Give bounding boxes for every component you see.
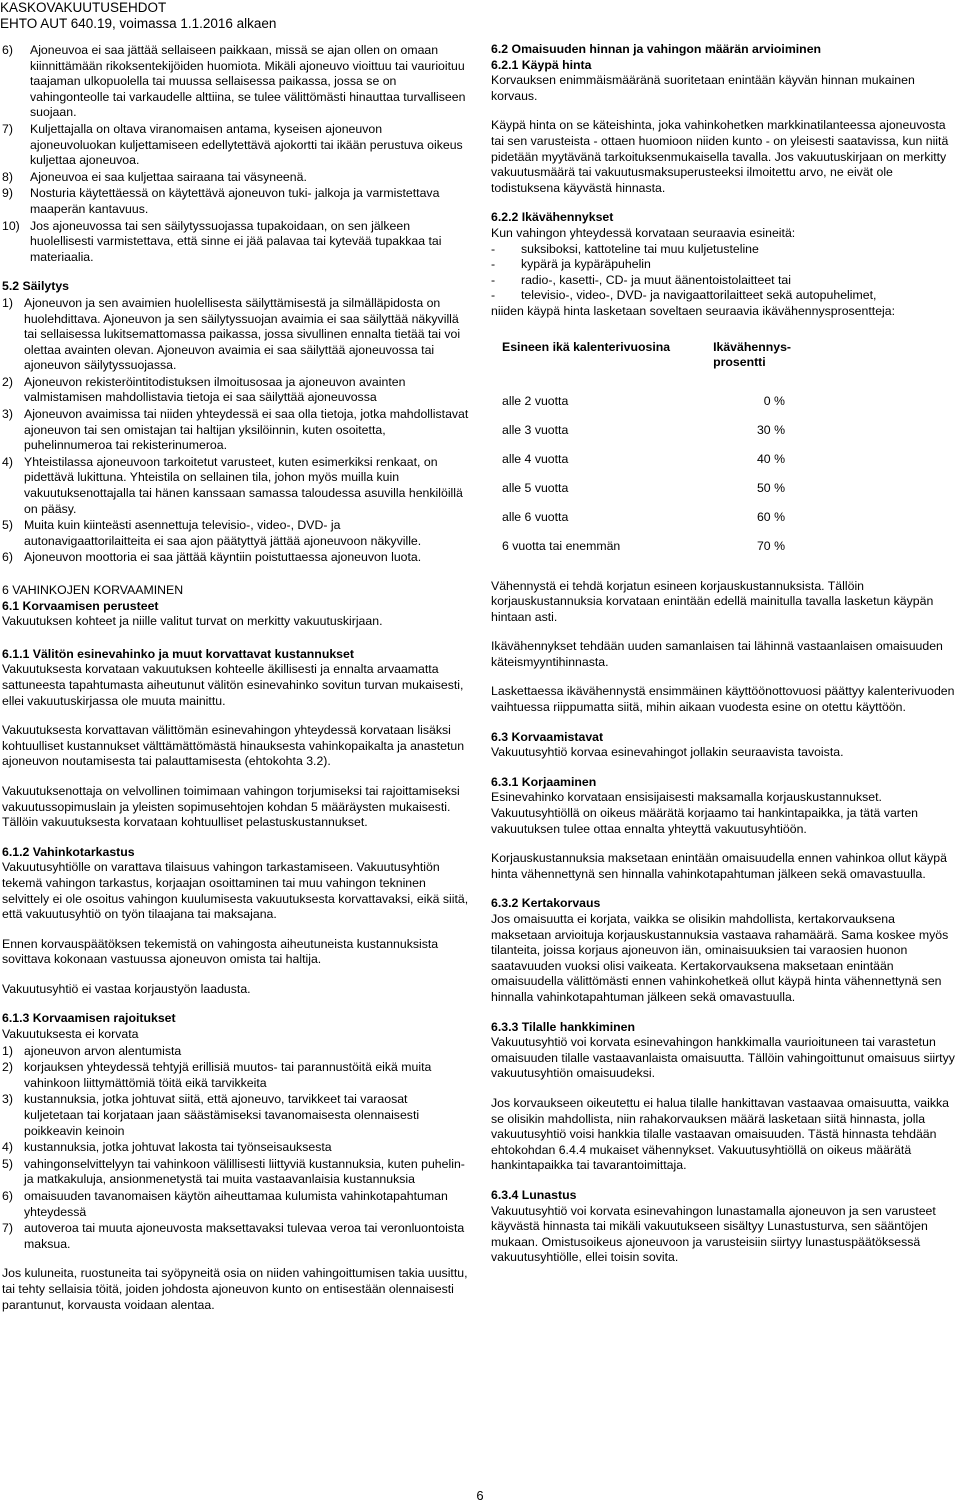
paragraph: Ikävähennykset tehdään uuden samanlaisen tai lähinnä vastaanlaisen omaisuuden käteismyyntihinnasta. xyxy=(491,639,943,669)
paragraph: Ennen korvauspäätöksen tekemistä on vahingosta aiheutuneista kustannuksista sovittava kokonaan vastuussa ajoneuvon omista tai haltija. xyxy=(2,936,439,967)
rules-list-a xyxy=(2,43,470,265)
item-number: 6) xyxy=(2,1189,13,1203)
paragraph: Vakuutuksesta ei korvata xyxy=(2,1027,139,1042)
item-number: 4) xyxy=(2,454,13,469)
table-row xyxy=(501,533,791,562)
list-item xyxy=(2,170,470,186)
list-item xyxy=(2,1221,470,1252)
item-text: televisio-, video-, DVD- ja navigaattorilaitteet sekä autopuhelimet, xyxy=(521,288,877,303)
item-text: Ajoneuvon ja sen avaimien huolellisesta säilyttämisestä ja silmälläpidosta on huolehdittava. Ajoneuvon ja sen säilytyssuojan avaimia ei saa säilyttää näkyvillä tai sellaisessa lukitsemattomassa paikassa, jossa sivullinen ennalta tietää tai voi olettaa avainten olevan. Ajoneuvon avaimia ei saa säilyttää ajoneuvossa tai ajoneuvon säilytyssuojassa. xyxy=(24,295,461,373)
paragraph: Kun vahingon yhteydessä korvataan seuraavia esineitä: xyxy=(491,225,796,240)
paragraph: Jos kuluneita, ruostuneita tai syöpyneitä osia on niiden vahingoittumisen takia uusittu, tai tehty sellaisia töitä, joiden johdosta ajoneuvon kunto on entisestään olennaisesti parantunut, korvausta voidaan alentaa. xyxy=(2,1266,468,1312)
right-column xyxy=(491,42,957,1266)
paragraph: Vähennystä ei tehdä korjatun esineen korjauskustannuksista. Tällöin korjauskustannuksia korvataan enintään edellä mainitulla tavalla lasketun käypän hintaan asti. xyxy=(491,578,934,624)
item-text: vahingonselvittelyyn tai vahinkoon välillisesti liittyviä kustannuksia, kuten puhelin- ja matkakuluja, ansionmenetystä tai muita vastaavanlaisia kustannuksia xyxy=(24,1156,465,1187)
section-heading-6-3-4: 6.3.4 Lunastus xyxy=(491,1187,577,1202)
item-number: 3) xyxy=(2,407,13,422)
cell-age: alle 5 vuotta xyxy=(502,481,569,496)
table-row xyxy=(501,504,791,533)
item-number: 2) xyxy=(2,1060,13,1075)
item-number: 4) xyxy=(2,1140,13,1155)
item-number: 3) xyxy=(2,1092,13,1107)
paragraph: niiden käypä hinta lasketaan soveltaen seuraavia ikävähennysprosentteja: xyxy=(491,303,896,318)
list-item xyxy=(2,43,470,121)
list-item xyxy=(2,296,470,374)
table-row xyxy=(501,475,791,504)
item-number: 1) xyxy=(2,1043,13,1058)
dash-marker: - xyxy=(491,257,496,272)
cell-percent: 70 % xyxy=(756,539,785,554)
paragraph: Laskettaessa ikävähennystä ensimmäinen käyttöönottovuosi päättyy kalenterivuoden vaihtuessa riippumatta siitä, mihin aikaan vuodesta esine on otettu käyttöön. xyxy=(491,684,955,715)
paragraph: Vakuutuksen kohteet ja niille valitut turvat on merkitty vakuutuskirjaan. xyxy=(2,614,383,629)
depreciation-table xyxy=(501,336,791,562)
item-number: 2) xyxy=(2,374,13,389)
item-text: kustannuksia, jotka johtuvat lakosta tai työnseisauksesta xyxy=(24,1140,332,1155)
item-number: 8) xyxy=(2,169,13,184)
list-item xyxy=(2,1140,470,1156)
column-header-age: Esineen ikä kalenterivuosina xyxy=(502,339,671,354)
item-text: suksiboksi, kattoteline tai muu kuljetusteline xyxy=(521,241,759,256)
item-number: 7) xyxy=(2,1221,13,1236)
item-number: 5) xyxy=(2,518,13,533)
table-row xyxy=(501,417,791,446)
column-header-percent: Ikävähennys-prosentti xyxy=(713,339,791,370)
paragraph: Vakuutusyhtiö ei vastaa korjaustyön laadusta. xyxy=(2,981,251,996)
section-heading-6-2-2: 6.2.2 Ikävähennykset xyxy=(491,210,614,225)
cell-percent: 50 % xyxy=(756,481,785,496)
section-heading-6-2: 6.2 Omaisuuden hinnan ja vahingon määrän arvioiminen xyxy=(491,42,822,56)
item-number: 6) xyxy=(2,550,13,565)
list-item xyxy=(491,242,957,258)
paragraph: Jos korvaukseen oikeutettu ei halua tilalle hankittavan vastaavaa omaisuutta, vaikka se olisikin mahdollista, niin rahakorvauksen määrä lasketaan siitä hinnasta, jolla vakuutusyhtiö voisi hankkia tilalle vastaavan omaisuuden. Tästä hinnasta tehdään ehtokohdan 6.4.4 mukaiset vähennykset. Vakuutusyhtiöllä on oikeus määrätä hankintapaikka tai tavarantoimittaja. xyxy=(491,1095,949,1173)
list-item xyxy=(2,1060,470,1091)
dash-marker: - xyxy=(491,241,496,256)
item-number: 1) xyxy=(2,295,13,310)
cell-age: alle 2 vuotta xyxy=(502,394,569,409)
cell-percent: 30 % xyxy=(756,423,785,438)
item-text: Ajoneuvon avaimissa tai niiden yhteydessä ei saa olla tietoja, jotka mahdollistavat ajoneuvon tai sen omistajan tai haltijan yksilöinnin, kuten osoitetta, puhelinnumeroa tai rekisterinumeroa. xyxy=(24,407,469,453)
paragraph: Vakuutuksesta korvataan vakuutuksen kohteelle äkillisesti ja ennalta arvaamatta sattuneesta tapahtumasta aiheutunut välitön esinevahinko sovitun turvan mukaisesti, ellei vakuutuskirjassa ole muuta mainittu. xyxy=(2,662,464,708)
item-text: Kuljettajalla on oltava viranomaisen antama, kyseisen ajoneuvon ajoneuvoluokan kuljettamiseen edellytettävä ajokortti tai ikään perustuva oikeus kuljettaa ajoneuvoa. xyxy=(30,121,463,168)
list-item xyxy=(491,288,957,304)
list-item xyxy=(2,219,470,266)
paragraph: Vakuutusyhtiö korvaa esinevahingot jollakin seuraavista tavoista. xyxy=(491,745,844,760)
item-text: Jos ajoneuvossa tai sen säilytyssuojassa tupakoidaan, on sen jälkeen huolellisesti varmistettava, että sinne ei jää palavaa tai kytevää tupakkaa tai materiaalia. xyxy=(30,218,442,264)
item-text: autoveroa tai muuta ajoneuvosta maksettavaksi tulevaa veroa tai veronluontoista maksua. xyxy=(24,1221,465,1251)
cell-age: alle 3 vuotta xyxy=(502,423,569,438)
list-item xyxy=(2,375,470,406)
item-text: korjauksen yhteydessä tehtyjä erillisiä muutos- tai parannustöitä eikä muita vahinkoon liittymättömiä töitä eikä tarvikkeita xyxy=(24,1060,432,1090)
page-number: 6 xyxy=(476,1488,484,1503)
list-item xyxy=(2,455,470,517)
item-text: Muita kuin kiinteästi asennettuja televisio-, video-, DVD- ja autonavigaattorilaitteita ei saa ajon päätyttyä jättää ajoneuvoon näkyville. xyxy=(24,518,422,548)
cell-age: 6 vuotta tai enemmän xyxy=(502,539,621,554)
table-header-row xyxy=(501,336,791,388)
item-text: kypärä ja kypäräpuhelin xyxy=(521,257,651,272)
section-heading-6-3-2: 6.3.2 Kertakorvaus xyxy=(491,896,601,911)
item-text: Nosturia käytettäessä on käytettävä ajoneuvon tuki- jalkoja ja varmistettava maaperän kantavuus. xyxy=(30,186,440,216)
left-column xyxy=(2,42,470,1313)
item-text: Yhteistilassa ajoneuvoon tarkoitetut varusteet, kuten esimerkiksi renkaat, on pidettävä lukittuna. Yhteistila on sellainen tila, johon myös muilla kuin vakuutuksenottajalla tai hänen kanssaan samassa taloudessa asuvilla henkilöillä on pääsy. xyxy=(24,454,463,516)
cell-percent: 40 % xyxy=(756,452,785,467)
table-row xyxy=(501,446,791,475)
paragraph: Vakuutusyhtiö voi korvata esinevahingon lunastamalla ajoneuvon ja sen varusteet käyvästä hinnasta tai mikäli vakuutukseen sisältyy Lunastusturva, sen sääntöjen mukaan. Omistusoikeus ajoneuvoon ja varusteisiin siirtyy lunastuspäätöksessä vakuutusyhtiölle, ellei toisin sovita. xyxy=(491,1203,936,1265)
paragraph: Käypä hinta on se käteishinta, joka vahinkohetken markkinatilanteessa ajoneuvosta tai sen varusteista - ottaen huomioon niiden kunto - on yleisesti saatavissa, kun niitä pidetään myytävänä tarkoituksenmukaisella tavalla. Jos vakuutuskirjaan on merkitty vakuutusmäärä tai vakuutusmaksuperusteeksi ilmoitettu arvo, ne eivät ole todistuksena käyvästä hinnasta. xyxy=(491,118,949,195)
cell-percent: 60 % xyxy=(756,510,785,525)
section-heading-6-1: 6.1 Korvaamisen perusteet xyxy=(2,598,159,613)
chapter-heading-6: 6 VAHINKOJEN KORVAAMINEN xyxy=(2,583,184,597)
list-item xyxy=(2,518,470,549)
cell-age: alle 6 vuotta xyxy=(502,510,569,525)
list-item xyxy=(2,122,470,169)
cell-percent: 0 % xyxy=(763,394,785,409)
table-row xyxy=(501,388,791,417)
rules-list-b xyxy=(2,296,470,566)
item-number: 6) xyxy=(2,43,13,57)
item-number: 5) xyxy=(2,1156,13,1171)
list-item xyxy=(491,273,957,289)
section-heading-6-3-3: 6.3.3 Tilalle hankkiminen xyxy=(491,1019,635,1034)
item-text: Ajoneuvoa ei saa jättää sellaiseen paikkaan, missä se ajan ollen on omaan kiinnittämään rikoksentekijöiden huomiota. Mikäli ajoneuvo vioittuu tai vaurioituu taajaman ulkopuolella tai muussa sellaisessa paikassa, jossa se on vahingonteolle tai varkaudelle alttiina, se tulee välittömästi hinauttaa turvalliseen suojaan. xyxy=(30,43,466,120)
paragraph: Vakuutusyhtiölle on varattava tilaisuus vahingon tarkastamiseen. Vakuutusyhtiön tekemä vahingon tarkastus, korjaajan osoittaminen tai muu vahingon tekninen selvittely ei ole osoitus vahingon kuulumisesta vakuutuksesta korvattavaksi, eikä siitä, että vakuutusyhtiö on työn tilaajana tai maksajana. xyxy=(2,860,469,922)
list-item xyxy=(491,257,957,273)
exclusions-list xyxy=(2,1044,470,1253)
section-heading-5-2: 5.2 Säilytys xyxy=(2,279,69,294)
dash-marker: - xyxy=(491,272,496,287)
paragraph: Vakuutusyhtiö voi korvata esinevahingon hankkimalla vaurioituneen tai varastetun omaisuuden tilalle vastaavanlaista omaisuutta. Tällöin vahingoittunut omaisuus siirtyy vakuutusyhtiön omaisuudeksi. xyxy=(491,1035,955,1081)
list-item xyxy=(2,1157,470,1188)
dash-list xyxy=(491,242,957,304)
document-header xyxy=(0,0,276,32)
section-heading-6-1-1: 6.1.1 Välitön esinevahinko ja muut korvattavat kustannukset xyxy=(2,646,354,661)
item-number: 9) xyxy=(2,186,13,201)
item-text: radio-, kasetti-, CD- ja muut äänentoistolaitteet tai xyxy=(521,272,791,287)
item-number: 10) xyxy=(2,218,20,233)
item-text: ajoneuvon arvon alentumista xyxy=(24,1043,182,1058)
section-heading-6-3-1: 6.3.1 Korjaaminen xyxy=(491,774,597,789)
paragraph: Vakuutuksenottaja on velvollinen toimimaan vahingon torjumiseksi tai rajoittamiseksi vakuutussopimuslain ja yleisten sopimusehtojen kohdan 5 määräysten mukaisesti. Tällöin vakuutuksesta korvataan kohtuulliset pelastuskustannukset. xyxy=(2,783,460,830)
header-title: KASKOVAKUUTUSEHDOT xyxy=(0,0,167,15)
section-heading-6-3: 6.3 Korvaamistavat xyxy=(491,729,604,744)
header-subtitle: EHTO AUT 640.19, voimassa 1.1.2016 alkaen xyxy=(0,16,277,31)
item-text: Ajoneuvon moottoria ei saa jättää käyntiin poistuttaessa ajoneuvon luota. xyxy=(24,550,422,565)
item-number: 7) xyxy=(2,121,13,136)
list-item xyxy=(2,407,470,454)
paragraph: Vakuutuksesta korvattavan välittömän esinevahingon yhteydessä korvataan lisäksi kohtuulliset kustannukset välttämättömästä hinauksesta vahinkopaikalta ja anastetun ajoneuvon noutamisesta tai palauttamisesta (ehtokohta 3.2). xyxy=(2,723,465,769)
item-text: omaisuuden tavanomaisen käytön aiheuttamaa kulumista vahinkotapahtuman yhteydessä xyxy=(24,1189,448,1219)
paragraph: Korjauskustannuksia maksetaan enintään omaisuudella ennen vahinkoa ollut käypä hinta vähennettynä sen hinnalla vahinkotapahtuman jälkeen sekä omavastuulla. xyxy=(491,851,947,881)
list-item xyxy=(2,186,470,217)
cell-age: alle 4 vuotta xyxy=(502,452,569,467)
paragraph: Esinevahinko korvataan ensisijaisesti maksamalla korjauskustannukset. Vakuutusyhtiöllä on oikeus määrätä korjaamo tai hankintapaikka, ja tätä varten vakuutuksen tulee ottaa ennalta yhteyttä vakuutusyhtiöön. xyxy=(491,790,918,836)
paragraph: Jos omaisuutta ei korjata, vaikka se olisikin mahdollista, kertakorvauksena maksetaan arvioituja korjauskustannuksia vastaava rahamäärä. Sama koskee myös tilanteita, joissa korjaus ajoneuvon iän, ominaisuuksien tai varaosien huonon saatavuuden vuoksi olisi vaikeata. Kertakorvauksena maksetaan enintään omaisuudella välittömästi ennen vahinkohetkeä ollut käypä hinta vähennettynä sen hinnalla vahinkotapahtuman jälkeen sekä omavastuulla. xyxy=(491,912,949,1004)
section-heading-6-2-1: 6.2.1 Käypä hinta xyxy=(491,57,592,72)
section-heading-6-1-2: 6.1.2 Vahinkotarkastus xyxy=(2,844,135,859)
list-item xyxy=(2,1044,470,1060)
item-text: Ajoneuvoa ei saa kuljettaa sairaana tai väsyneenä. xyxy=(30,169,307,184)
item-text: Ajoneuvon rekisteröintitodistuksen ilmoitusosaa ja ajoneuvon avainten valmistamisen mahdollistavia tietoja ei saa säilyttää ajoneuvossa xyxy=(24,374,406,405)
dash-marker: - xyxy=(491,288,496,303)
list-item xyxy=(2,1092,470,1139)
list-item xyxy=(2,550,470,566)
section-heading-6-1-3: 6.1.3 Korvaamisen rajoitukset xyxy=(2,1011,176,1026)
paragraph: Korvauksen enimmäismääränä suoritetaan enintään käyvän hinnan mukainen korvaus. xyxy=(491,73,915,103)
item-text: kustannuksia, jotka johtuvat siitä, että ajoneuvo, tarvikkeet tai varaosat kuljetetaan tai korjataan jaan säästämiseksi tavanomaisesta olennaisesti poikkeavin keinoin xyxy=(24,1092,420,1138)
list-item xyxy=(2,1189,470,1220)
